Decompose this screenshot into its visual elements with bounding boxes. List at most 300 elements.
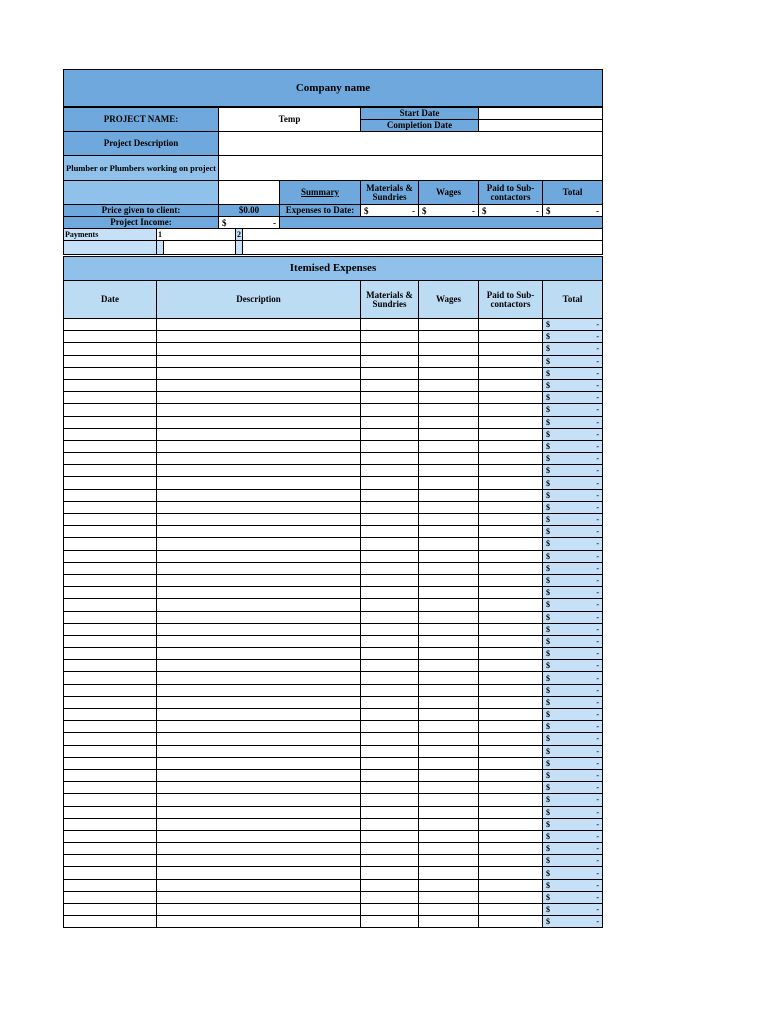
wages-cell[interactable]	[419, 331, 479, 343]
amount-value: -	[596, 539, 599, 549]
subcontractors-cell[interactable]	[479, 453, 543, 465]
subcontractors-cell[interactable]	[479, 599, 543, 611]
date-cell[interactable]	[64, 514, 157, 526]
materials-cell[interactable]	[361, 551, 419, 563]
date-cell[interactable]	[64, 855, 157, 867]
amount-value: -	[596, 344, 599, 354]
description-cell[interactable]	[157, 807, 361, 819]
wages-cell[interactable]	[419, 356, 479, 368]
wages-cell[interactable]	[419, 770, 479, 782]
table-row	[64, 807, 604, 819]
materials-cell[interactable]	[361, 490, 419, 502]
description-cell[interactable]	[157, 404, 361, 416]
wages-cell[interactable]	[419, 465, 479, 477]
subcontractors-cell[interactable]	[479, 685, 543, 697]
wages-cell[interactable]	[419, 526, 479, 538]
description-cell[interactable]	[157, 331, 361, 343]
materials-cell[interactable]	[361, 392, 419, 404]
subcontractors-cell[interactable]	[479, 892, 543, 904]
subcontractors-cell[interactable]	[479, 404, 543, 416]
subcontractors-cell[interactable]	[479, 319, 543, 331]
subcontractors-cell[interactable]	[479, 490, 543, 502]
description-cell[interactable]	[157, 319, 361, 331]
description-cell[interactable]	[157, 794, 361, 806]
summary-wages-header: Wages	[418, 180, 479, 205]
materials-cell[interactable]	[361, 331, 419, 343]
date-cell[interactable]	[64, 392, 157, 404]
wages-cell[interactable]	[419, 392, 479, 404]
materials-cell[interactable]	[361, 599, 419, 611]
total-cell	[543, 892, 603, 904]
company-name: Company name	[63, 69, 603, 107]
itemised-expenses-table	[63, 319, 604, 928]
table-row	[64, 916, 604, 928]
materials-cell[interactable]	[361, 904, 419, 916]
amount-value: -	[596, 661, 599, 671]
materials-cell[interactable]	[361, 587, 419, 599]
description-cell[interactable]	[157, 758, 361, 770]
table-row	[64, 404, 604, 416]
date-cell[interactable]	[64, 867, 157, 879]
date-cell[interactable]	[64, 612, 157, 624]
wages-cell[interactable]	[419, 672, 479, 684]
description-cell[interactable]	[157, 746, 361, 758]
wages-cell[interactable]	[419, 417, 479, 429]
subcontractors-cell[interactable]	[479, 465, 543, 477]
description-cell[interactable]	[157, 843, 361, 855]
wages-cell[interactable]	[419, 368, 479, 380]
description-cell[interactable]	[157, 770, 361, 782]
materials-cell[interactable]	[361, 660, 419, 672]
description-cell[interactable]	[157, 575, 361, 587]
description-cell[interactable]	[157, 587, 361, 599]
description-cell[interactable]	[157, 916, 361, 928]
materials-cell[interactable]	[361, 514, 419, 526]
subcontractors-cell[interactable]	[479, 551, 543, 563]
wages-cell[interactable]	[419, 904, 479, 916]
description-cell[interactable]	[157, 709, 361, 721]
materials-cell[interactable]	[361, 721, 419, 733]
materials-cell[interactable]	[361, 843, 419, 855]
materials-cell[interactable]	[361, 648, 419, 660]
materials-cell[interactable]	[361, 867, 419, 879]
wages-cell[interactable]	[419, 746, 479, 758]
date-cell[interactable]	[64, 551, 157, 563]
subcontractors-cell[interactable]	[479, 417, 543, 429]
date-cell[interactable]	[64, 599, 157, 611]
wages-cell[interactable]	[419, 636, 479, 648]
description-cell[interactable]	[157, 417, 361, 429]
description-cell[interactable]	[157, 904, 361, 916]
total-cell	[543, 453, 603, 465]
table-row	[64, 697, 604, 709]
date-cell[interactable]	[64, 441, 157, 453]
date-cell[interactable]	[64, 575, 157, 587]
subcontractors-cell[interactable]	[479, 697, 543, 709]
wages-cell[interactable]	[419, 490, 479, 502]
date-cell[interactable]	[64, 758, 157, 770]
wages-cell[interactable]	[419, 733, 479, 745]
materials-cell[interactable]	[361, 892, 419, 904]
total-cell	[543, 429, 603, 441]
materials-cell[interactable]	[361, 612, 419, 624]
subcontractors-cell[interactable]	[479, 831, 543, 843]
materials-cell[interactable]	[361, 477, 419, 489]
materials-cell[interactable]	[361, 672, 419, 684]
subcontractors-cell[interactable]	[479, 770, 543, 782]
currency-symbol: $	[364, 205, 369, 216]
payment-1-continued[interactable]	[163, 240, 236, 255]
description-cell[interactable]	[157, 721, 361, 733]
description-cell[interactable]	[157, 819, 361, 831]
currency-symbol: $	[546, 697, 550, 707]
wages-cell[interactable]	[419, 453, 479, 465]
subcontractors-cell[interactable]	[479, 429, 543, 441]
total-cell	[543, 612, 603, 624]
description-cell[interactable]	[157, 636, 361, 648]
description-cell[interactable]	[157, 660, 361, 672]
materials-cell[interactable]	[361, 685, 419, 697]
date-cell[interactable]	[64, 343, 157, 355]
amount-value: -	[596, 454, 599, 464]
date-cell[interactable]	[64, 685, 157, 697]
currency-symbol: $	[546, 551, 550, 561]
subcontractors-cell[interactable]	[479, 392, 543, 404]
date-cell[interactable]	[64, 746, 157, 758]
payment-1[interactable]: 1	[156, 228, 236, 241]
subcontractors-cell[interactable]	[479, 880, 543, 892]
wages-cell[interactable]	[419, 782, 479, 794]
materials-cell[interactable]	[361, 819, 419, 831]
total-cell	[543, 709, 603, 721]
wages-cell[interactable]	[419, 477, 479, 489]
wages-cell[interactable]	[419, 697, 479, 709]
materials-cell[interactable]	[361, 746, 419, 758]
materials-cell[interactable]	[361, 404, 419, 416]
date-cell[interactable]	[64, 404, 157, 416]
wages-cell[interactable]	[419, 685, 479, 697]
materials-cell[interactable]	[361, 356, 419, 368]
date-cell[interactable]	[64, 831, 157, 843]
description-cell[interactable]	[157, 380, 361, 392]
materials-cell[interactable]	[361, 733, 419, 745]
total-cell	[543, 758, 603, 770]
subcontractors-cell[interactable]	[479, 794, 543, 806]
materials-cell[interactable]	[361, 709, 419, 721]
materials-cell[interactable]	[361, 538, 419, 550]
subcontractors-cell[interactable]	[479, 502, 543, 514]
wages-cell[interactable]	[419, 575, 479, 587]
wages-cell[interactable]	[419, 551, 479, 563]
subcontractors-cell[interactable]	[479, 672, 543, 684]
description-cell[interactable]	[157, 599, 361, 611]
wages-cell[interactable]	[419, 343, 479, 355]
date-cell[interactable]	[64, 916, 157, 928]
description-cell[interactable]	[157, 612, 361, 624]
amount-value: -	[596, 502, 599, 512]
materials-cell[interactable]	[361, 758, 419, 770]
total-cell	[543, 587, 603, 599]
materials-cell[interactable]	[361, 636, 419, 648]
wages-cell[interactable]	[419, 441, 479, 453]
wages-cell[interactable]	[419, 612, 479, 624]
date-cell[interactable]	[64, 636, 157, 648]
subcontractors-cell[interactable]	[479, 331, 543, 343]
date-cell[interactable]	[64, 368, 157, 380]
description-cell[interactable]	[157, 831, 361, 843]
subcontractors-cell[interactable]	[479, 343, 543, 355]
description-cell[interactable]	[157, 392, 361, 404]
payment-2[interactable]: 2	[235, 228, 603, 241]
description-cell[interactable]	[157, 502, 361, 514]
date-cell[interactable]	[64, 904, 157, 916]
subcontractors-cell[interactable]	[479, 587, 543, 599]
materials-cell[interactable]	[361, 343, 419, 355]
date-cell[interactable]	[64, 587, 157, 599]
subcontractors-cell[interactable]	[479, 514, 543, 526]
subcontractors-cell[interactable]	[479, 660, 543, 672]
wages-cell[interactable]	[419, 843, 479, 855]
subcontractors-cell[interactable]	[479, 758, 543, 770]
table-row	[64, 721, 604, 733]
description-cell[interactable]	[157, 551, 361, 563]
description-cell[interactable]	[157, 563, 361, 575]
description-cell[interactable]	[157, 465, 361, 477]
date-cell[interactable]	[64, 892, 157, 904]
currency-symbol: $	[546, 600, 550, 610]
subcontractors-cell[interactable]	[479, 538, 543, 550]
subcontractors-cell[interactable]	[479, 819, 543, 831]
date-cell[interactable]	[64, 429, 157, 441]
materials-cell[interactable]	[361, 319, 419, 331]
date-cell[interactable]	[64, 538, 157, 550]
wages-cell[interactable]	[419, 587, 479, 599]
description-cell[interactable]	[157, 441, 361, 453]
materials-cell[interactable]	[361, 441, 419, 453]
subcontractors-cell[interactable]	[479, 575, 543, 587]
wages-cell[interactable]	[419, 514, 479, 526]
subcontractors-cell[interactable]	[479, 636, 543, 648]
description-cell[interactable]	[157, 514, 361, 526]
date-cell[interactable]	[64, 807, 157, 819]
date-cell[interactable]	[64, 660, 157, 672]
wages-cell[interactable]	[419, 721, 479, 733]
subcontractors-cell[interactable]	[479, 709, 543, 721]
subcontractors-cell[interactable]	[479, 867, 543, 879]
date-cell[interactable]	[64, 880, 157, 892]
wages-cell[interactable]	[419, 867, 479, 879]
date-cell[interactable]	[64, 526, 157, 538]
table-row	[64, 709, 604, 721]
date-cell[interactable]	[64, 782, 157, 794]
materials-cell[interactable]	[361, 831, 419, 843]
materials-cell[interactable]	[361, 465, 419, 477]
subcontractors-cell[interactable]	[479, 612, 543, 624]
description-cell[interactable]	[157, 368, 361, 380]
date-cell[interactable]	[64, 733, 157, 745]
materials-cell[interactable]	[361, 429, 419, 441]
date-cell[interactable]	[64, 356, 157, 368]
wages-cell[interactable]	[419, 404, 479, 416]
description-cell[interactable]	[157, 356, 361, 368]
subcontractors-cell[interactable]	[479, 916, 543, 928]
materials-cell[interactable]	[361, 880, 419, 892]
date-cell[interactable]	[64, 380, 157, 392]
table-row	[64, 904, 604, 916]
subcontractors-cell[interactable]	[479, 855, 543, 867]
materials-cell[interactable]	[361, 807, 419, 819]
subcontractors-cell[interactable]	[479, 807, 543, 819]
date-cell[interactable]	[64, 648, 157, 660]
materials-cell[interactable]	[361, 575, 419, 587]
description-cell[interactable]	[157, 343, 361, 355]
description-cell[interactable]	[157, 880, 361, 892]
subcontractors-cell[interactable]	[479, 441, 543, 453]
currency-symbol: $	[422, 205, 427, 216]
subcontractors-cell[interactable]	[479, 380, 543, 392]
materials-cell[interactable]	[361, 417, 419, 429]
project-description-field[interactable]	[218, 131, 603, 156]
wages-cell[interactable]	[419, 502, 479, 514]
wages-cell[interactable]	[419, 892, 479, 904]
subcontractors-cell[interactable]	[479, 563, 543, 575]
materials-cell[interactable]	[361, 380, 419, 392]
materials-cell[interactable]	[361, 368, 419, 380]
description-cell[interactable]	[157, 477, 361, 489]
materials-cell[interactable]	[361, 770, 419, 782]
materials-cell[interactable]	[361, 526, 419, 538]
table-row	[64, 526, 604, 538]
subcontractors-cell[interactable]	[479, 368, 543, 380]
project-name-value[interactable]: Temp	[218, 107, 361, 132]
subcontractors-cell[interactable]	[479, 648, 543, 660]
date-cell[interactable]	[64, 502, 157, 514]
description-cell[interactable]	[157, 624, 361, 636]
currency-symbol: $	[546, 466, 550, 476]
wages-cell[interactable]	[419, 599, 479, 611]
subcontractors-cell[interactable]	[479, 624, 543, 636]
date-cell[interactable]	[64, 794, 157, 806]
currency-symbol: $	[546, 636, 550, 646]
subcontractors-cell[interactable]	[479, 477, 543, 489]
date-cell[interactable]	[64, 331, 157, 343]
wages-cell[interactable]	[419, 538, 479, 550]
date-cell[interactable]	[64, 563, 157, 575]
materials-cell[interactable]	[361, 697, 419, 709]
date-cell[interactable]	[64, 624, 157, 636]
wages-cell[interactable]	[419, 807, 479, 819]
materials-cell[interactable]	[361, 794, 419, 806]
wages-cell[interactable]	[419, 648, 479, 660]
wages-cell[interactable]	[419, 794, 479, 806]
wages-cell[interactable]	[419, 380, 479, 392]
subcontractors-cell[interactable]	[479, 782, 543, 794]
wages-cell[interactable]	[419, 319, 479, 331]
materials-cell[interactable]	[361, 916, 419, 928]
currency-symbol: $	[546, 844, 550, 854]
description-cell[interactable]	[157, 867, 361, 879]
subcontractors-cell[interactable]	[479, 843, 543, 855]
subcontractors-cell[interactable]	[479, 746, 543, 758]
description-cell[interactable]	[157, 490, 361, 502]
description-cell[interactable]	[157, 892, 361, 904]
description-cell[interactable]	[157, 685, 361, 697]
date-cell[interactable]	[64, 770, 157, 782]
amount-value: -	[596, 600, 599, 610]
date-cell[interactable]	[64, 672, 157, 684]
table-row	[64, 380, 604, 392]
date-cell[interactable]	[64, 721, 157, 733]
description-cell[interactable]	[157, 733, 361, 745]
date-cell[interactable]	[64, 697, 157, 709]
table-row	[64, 660, 604, 672]
materials-cell[interactable]	[361, 855, 419, 867]
materials-cell[interactable]	[361, 502, 419, 514]
wages-cell[interactable]	[419, 758, 479, 770]
date-cell[interactable]	[64, 319, 157, 331]
date-cell[interactable]	[64, 709, 157, 721]
wages-cell[interactable]	[419, 831, 479, 843]
date-cell[interactable]	[64, 465, 157, 477]
materials-cell[interactable]	[361, 453, 419, 465]
materials-cell[interactable]	[361, 563, 419, 575]
wages-cell[interactable]	[419, 709, 479, 721]
payment-2-continued[interactable]	[242, 240, 603, 255]
wages-cell[interactable]	[419, 880, 479, 892]
total-cell	[543, 831, 603, 843]
amount-value: -	[273, 217, 276, 228]
amount-value: -	[596, 381, 599, 391]
subcontractors-cell[interactable]	[479, 356, 543, 368]
currency-symbol: $	[546, 515, 550, 525]
wages-cell[interactable]	[419, 624, 479, 636]
date-cell[interactable]	[64, 843, 157, 855]
currency-symbol: $	[546, 205, 551, 216]
subcontractors-cell[interactable]	[479, 721, 543, 733]
currency-symbol: $	[546, 685, 550, 695]
subcontractors-cell[interactable]	[479, 733, 543, 745]
wages-cell[interactable]	[419, 819, 479, 831]
wages-cell[interactable]	[419, 660, 479, 672]
description-cell[interactable]	[157, 648, 361, 660]
date-cell[interactable]	[64, 453, 157, 465]
date-cell[interactable]	[64, 477, 157, 489]
materials-cell[interactable]	[361, 782, 419, 794]
wages-cell[interactable]	[419, 916, 479, 928]
description-cell[interactable]	[157, 429, 361, 441]
price-value[interactable]: $0.00	[218, 204, 280, 217]
date-cell[interactable]	[64, 417, 157, 429]
materials-cell[interactable]	[361, 624, 419, 636]
wages-cell[interactable]	[419, 429, 479, 441]
description-cell[interactable]	[157, 526, 361, 538]
income-label: Project Income:	[63, 216, 219, 229]
amount-value: -	[596, 636, 599, 646]
description-cell[interactable]	[157, 453, 361, 465]
date-cell[interactable]	[64, 490, 157, 502]
subcontractors-cell[interactable]	[479, 904, 543, 916]
wages-cell[interactable]	[419, 855, 479, 867]
description-cell[interactable]	[157, 697, 361, 709]
description-cell[interactable]	[157, 672, 361, 684]
subcontractors-cell[interactable]	[479, 526, 543, 538]
wages-cell[interactable]	[419, 563, 479, 575]
description-cell[interactable]	[157, 782, 361, 794]
date-cell[interactable]	[64, 819, 157, 831]
description-cell[interactable]	[157, 538, 361, 550]
plumbers-field[interactable]	[218, 155, 603, 181]
description-cell[interactable]	[157, 855, 361, 867]
